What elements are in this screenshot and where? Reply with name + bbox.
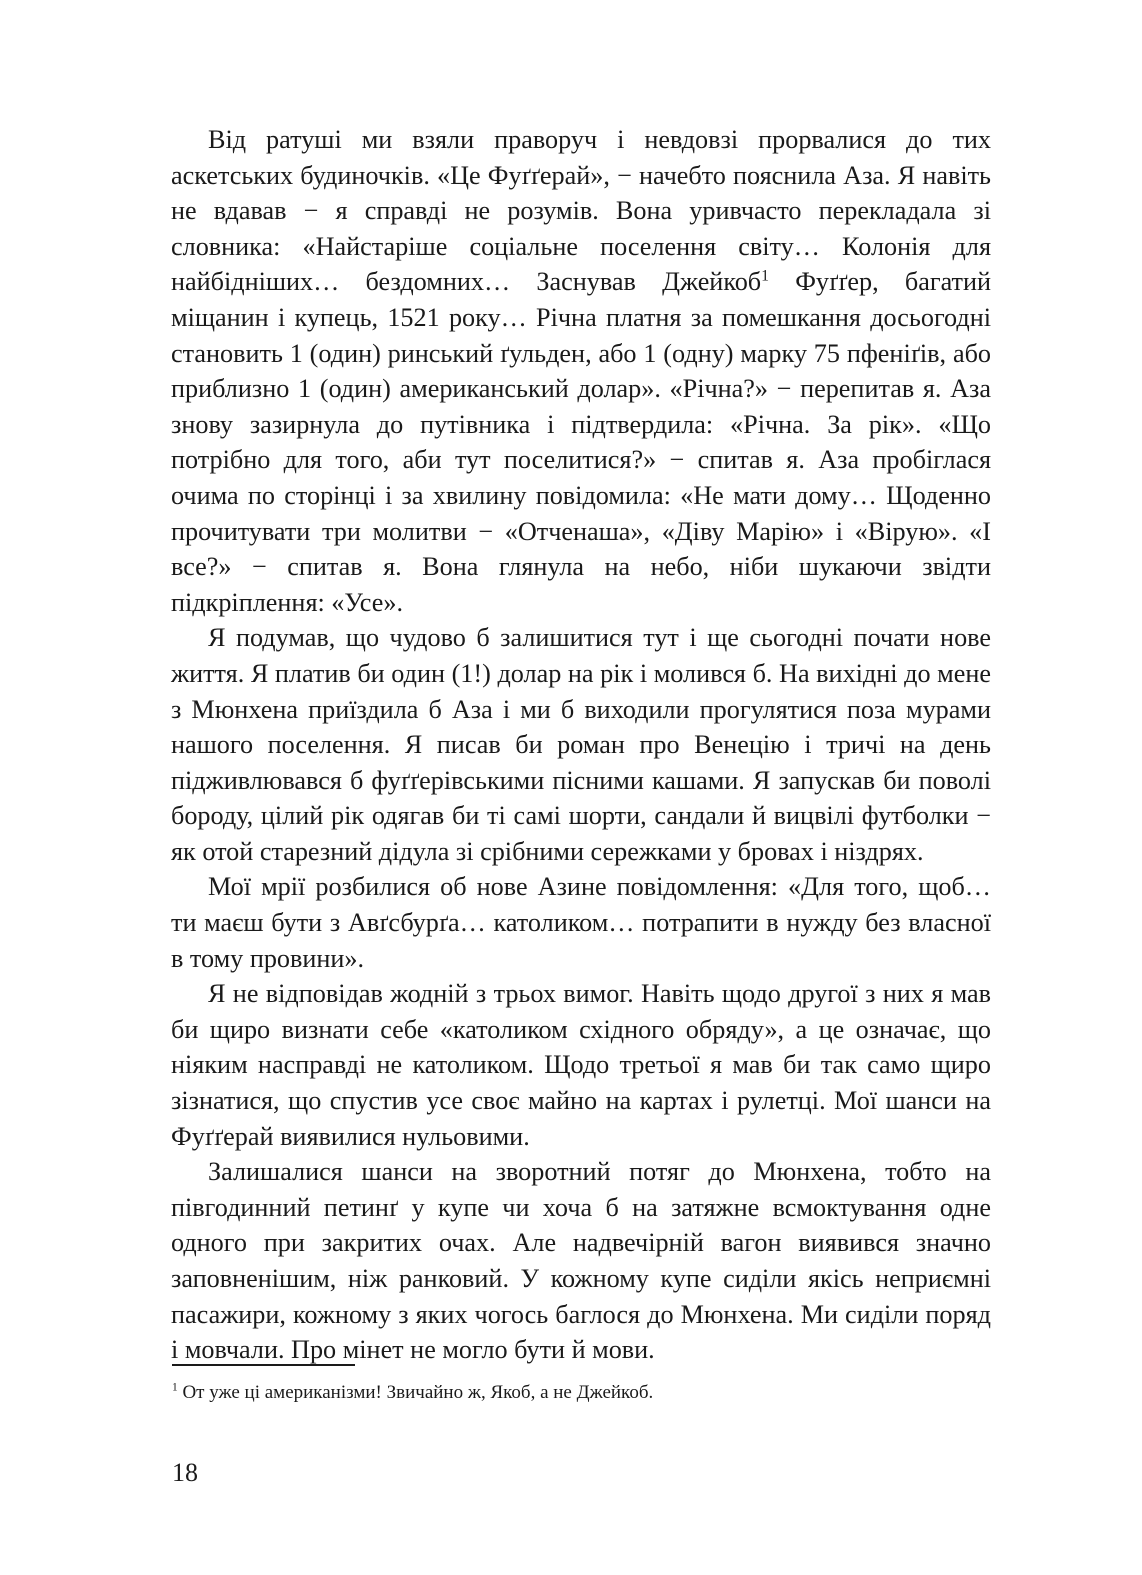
footnote-text: От уже ці американізми! Звичайно ж, Якоб, а не Джейкоб. (177, 1382, 654, 1403)
paragraph-5: Залишалися шанси на зворотний потяг до Мюнхена, тобто на півгодинний петинґ у купе чи хоча б на затяжне всмоктування одне одного при закритих очах. Але надвечірній вагон виявився значно заповненішим, ніж ранковий. У кожному купе сиділи якісь неприємні пасажири, кожному з яких чогось баглося до Мюнхена. Ми сиділи поряд і мовчали. Про мінет не могло бути й мови. (171, 1157, 991, 1365)
paragraph-1-text-a: Від ратуші ми взяли праворуч і невдовзі прорвалися до тих аскетських будиночків. «Це Фуґґерай», − начебто пояснила Аза. Я навіть не вдавав − я справді не розумів. Вона уривчасто перекладала зі словника: «Найстаріше соціальне поселення світу… Колонія для найбідніших… бездомних… Заснував Джейкоб (171, 125, 991, 297)
paragraph-1-text-b: Фуґґер, багатий міщанин і купець, 1521 року… Річна платня за помешкання досьогодні становить 1 (один) ринський ґульден, або 1 (одну) марку 75 пфеніґів, або приблизно 1 (один) американський долар». «Річна?» − перепитав я. Аза знову зазирнула до путівника і підтвердила: «Річна. За рік». «Що потрібно для того, аби тут поселитися?» − спитав я. Аза пробіглася очима по сторінці і за хвилину повідомила: «Не мати дому… Щоденно прочитувати три молитви − «Отченаша», «Діву Марію» і «Вірую». «І все?» − спитав я. Вона глянула на небо, ніби шукаючи звідти підкріплення: «Усе». (171, 267, 991, 617)
main-text (171, 122, 991, 1368)
paragraph-4: Я не відповідав жодній з трьох вимог. Навіть щодо другої з них я мав би щиро визнати себе «католиком східного обряду», а це означає, що ніяким насправді не католиком. Щодо третьої я мав би так само щиро зізнатися, що спустив усе своє майно на картах і рулетці. Мої шанси на Фуґґерай виявилися нульовими. (171, 979, 991, 1151)
footnote-divider (172, 1364, 355, 1366)
footnote-marker: 1 (172, 1381, 178, 1394)
paragraph-3: Мої мрії розбилися об нове Азине повідомлення: «Для того, щоб… ти маєш бути з Авґсбурґа… католиком… потрапити в нужду без власної в тому провини». (171, 872, 991, 973)
page-number: 18 (172, 1458, 198, 1487)
paragraph-1 (171, 122, 991, 620)
paragraph-2: Я подумав, що чудово б залишитися тут і ще сьогодні почати нове життя. Я платив би один (1!) долар на рік і молився б. На вихідні до мене з Мюнхена приїздила б Аза і ми б виходили прогулятися поза мурами нашого поселення. Я писав би роман про Венецію і тричі на день підживлювався б фуґґерівськими пісними кашами. Я запускав би поволі бороду, цілий рік одягав би ті самі шорти, сандали й вицвілі футболки − як отой старезний дідула зі срібними сережками у бровах і ніздрях. (171, 623, 991, 866)
footnote (172, 1380, 992, 1406)
footnote-reference: 1 (761, 267, 769, 285)
